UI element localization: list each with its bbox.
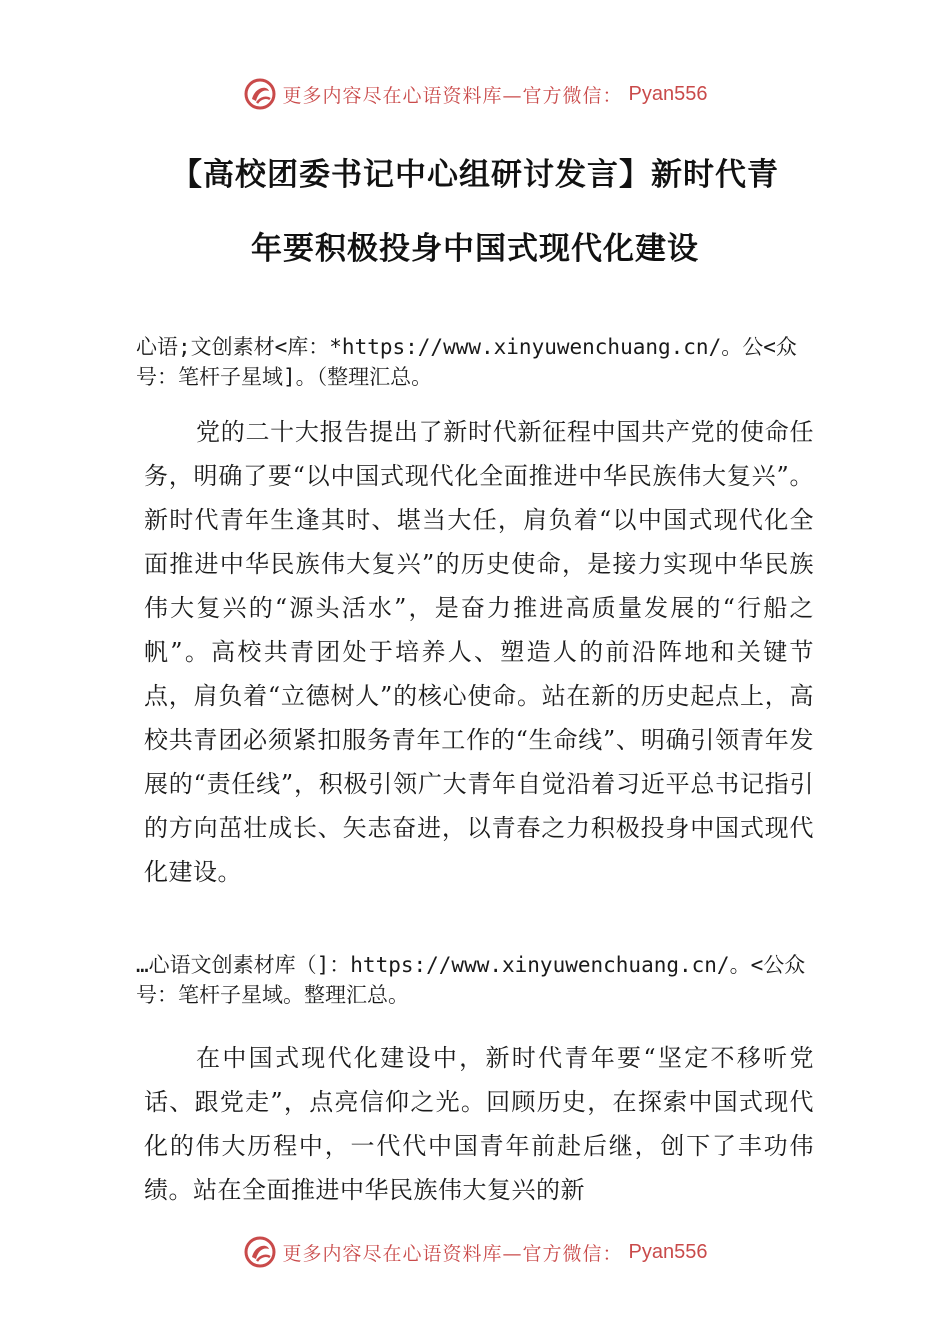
document-title-line-2: 年要积极投身中国式现代化建设 bbox=[251, 231, 699, 267]
footer-banner bbox=[0, 1232, 950, 1272]
swirl-logo-icon bbox=[243, 1235, 277, 1269]
body-paragraph-2: 在中国式现代化建设中，新时代青年要“坚定不移听党话、跟党走”，点亮信仰之光。回顾历史，在探索中国式现代化的伟大历程中，一代代中国青年前赴后继，创下了丰功伟绩。站在全面推进中华民族伟大复兴的新 bbox=[144, 1044, 814, 1204]
source-note-1: 心语;文创素材<库：*https://www.xinyuwenchuang.cn/。公<众号：笔杆子星域]。（整理汇总。 bbox=[136, 335, 797, 389]
swirl-logo-icon bbox=[243, 77, 277, 111]
footer-banner-text: 更多内容尽在心语资料库—官方微信： bbox=[282, 1242, 623, 1265]
header-banner-text: 更多内容尽在心语资料库—官方微信： bbox=[282, 84, 623, 107]
header-banner bbox=[0, 74, 950, 114]
source-note-2: …心语文创素材库（]：https://www.xinyuwenchuang.cn/。<公众号：笔杆子星域。整理汇总。 bbox=[136, 953, 806, 1007]
header-wechat-id: Pyan556 bbox=[628, 82, 708, 105]
document-title-line-1: 【高校团委书记中心组研讨发言】新时代青 bbox=[171, 157, 779, 193]
body-paragraph-1: 党的二十大报告提出了新时代新征程中国共产党的使命任务，明确了要“以中国式现代化全面推进中华民族伟大复兴”。新时代青年生逢其时、堪当大任，肩负着“以中国式现代化全面推进中华民族伟大复兴”的历史使命，是接力实现中华民族伟大复兴的“源头活水”，是奋力推进高质量发展的“行船之帆”。高校共青团处于培养人、塑造人的前沿阵地和关键节点，肩负着“立德树人”的核心使命。站在新的历史起点上，高校共青团必须紧扣服务青年工作的“生命线”、明确引领青年发展的“责任线”，积极引领广大青年自觉沿着习近平总书记指引的方向茁壮成长、矢志奋进，以青春之力积极投身中国式现代化建设。 bbox=[144, 418, 814, 886]
footer-wechat-id: Pyan556 bbox=[628, 1240, 708, 1263]
